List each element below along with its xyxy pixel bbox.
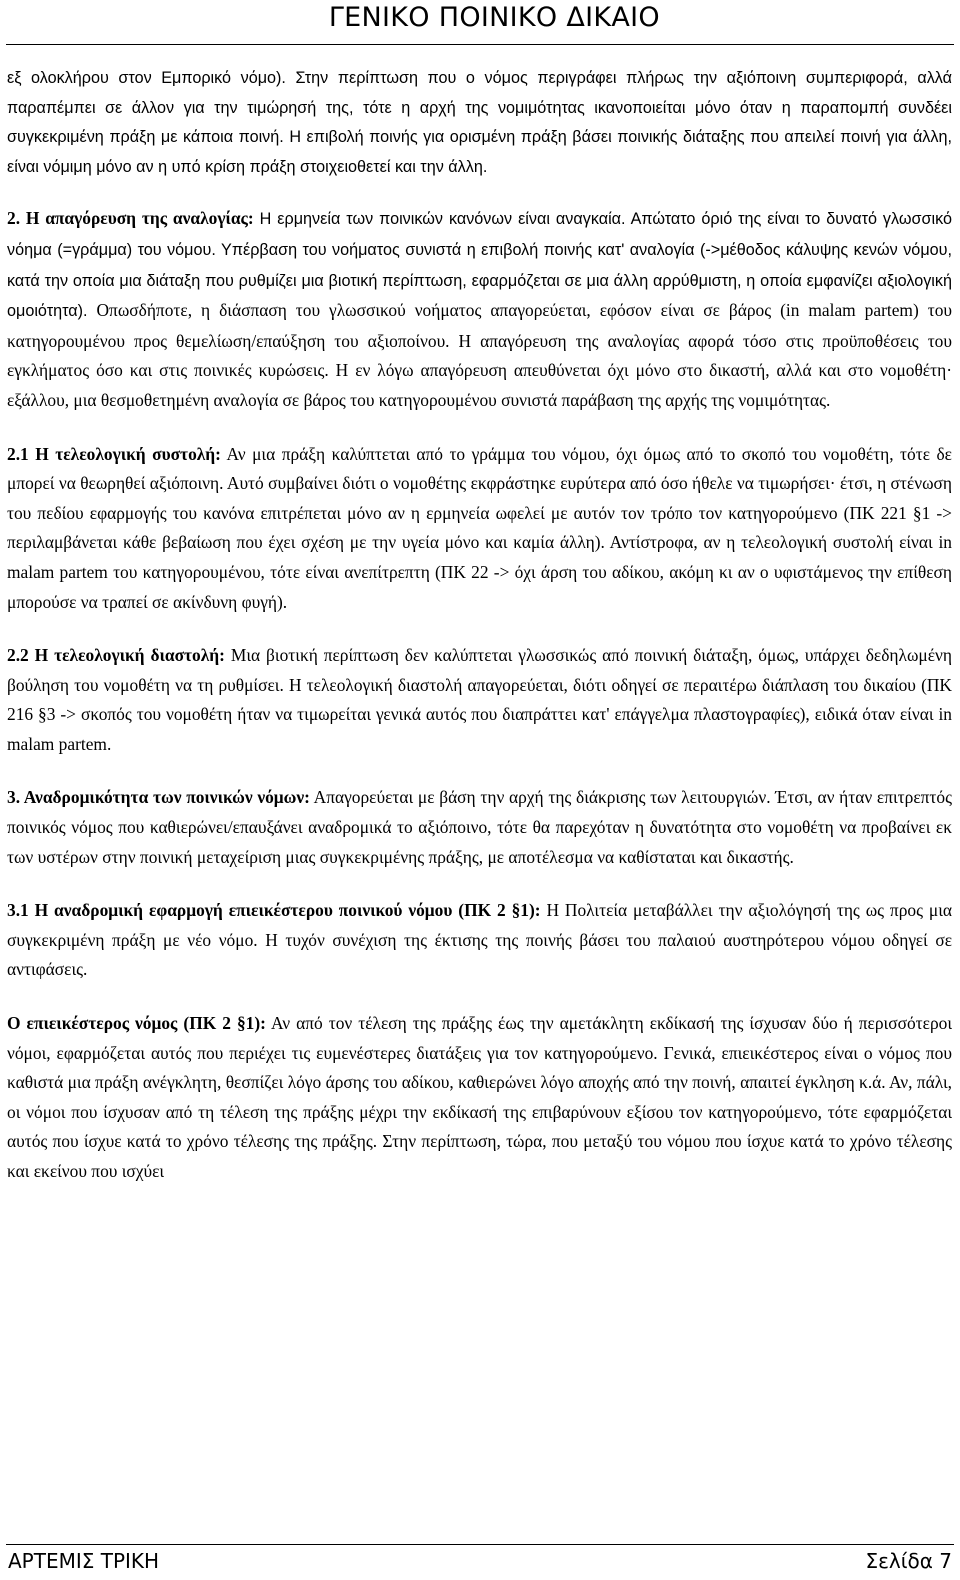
section-heading: 3.1 Η αναδρομική εφαρμογή επιεικέστερου ποινικού νόμου (ΠΚ 2 §1): bbox=[7, 900, 541, 921]
section-retroactive-lenient-law bbox=[7, 896, 952, 985]
section-heading: 2.2 Η τελεολογική διαστολή: bbox=[7, 645, 225, 666]
paragraph-continuation: εξ ολοκλήρου στον Εμπορικό νόμο). Στην περίπτωση που ο νόμος περιγράφει πλήρως την αξιόποινη συμπεριφορά, αλλά παραπέμπει σε άλλον για την τιμώρησή της, τότε η αρχή της νομιμότητας ικανοποιείται μόνο όταν η παραπομπή συνδέει συγκεκριμένη πράξη με κάποια ποινή. Η επιβολή ποινής για ορισμένη πράξη βάσει ποινικής διάταξης που απειλεί ποινή για άλλη, είναι νόμιμη μόνο αν η υπό κρίση πράξη στοιχειοθετεί και την άλλη. bbox=[7, 69, 952, 176]
section-teleological-restriction bbox=[7, 440, 952, 618]
footer-divider bbox=[6, 1544, 954, 1545]
section-text: Αν από τον τέλεση της πράξης έως την αμετάκλητη εκδίκασή της ίσχυσαν δύο ή περισσότεροι νόμοι, εφαρμόζεται αυτός που περιέχει τις ευμενέστερες διατάξεις για τον κατηγορούμενο. Γενικά, επιεικέστερος είναι ο νόμος που καθιστά μια πράξη ανέγκλητη, θεσπίζει λόγο άρσης του αδίκου, καθιερώνει λόγο αποχής από την ποινή, απαιτεί έγκληση κ.ά. Αν, πάλι, οι νόμοι που ίσχυσαν από τη τέλεση της πράξης μέχρι την εκδίκασή της επιβαρύνουν εξίσου τον κατηγορούμενο, τότε εφαρμόζεται αυτός που ίσχυε κατά το χρόνο τέλεσης της πράξης. Στην περίπτωση, τώρα, που μεταξύ του νόμου που ίσχυε κατά το χρόνο τέλεσης και εκείνου που ισχύει bbox=[7, 1013, 953, 1181]
section-text: Μια βιοτική περίπτωση δεν καλύπτεται γλωσσικώς από ποινική διάταξη, όμως, υπάρχει δεδηλωμένη βούληση του νομοθέτη να τη ρυθμίσει. Η τελεολογική διαστολή απαγορεύεται, διότι οδηγεί σε περαιτέρω διάπλαση του δικαίου (ΠΚ 216 §3 -> σκοπός του νομοθέτη ήταν να τιμωρείται γενικά αυτός που διαπράττει κατ' επάγγελμα πλαστογραφίες), ειδικά όταν είναι in malam partem. bbox=[7, 645, 952, 754]
footer-author: ΑΡΤΕΜΙΣ ΤΡΙΚΗ bbox=[8, 1549, 160, 1573]
section-heading: 2.1 Η τελεολογική συστολή: bbox=[7, 443, 221, 464]
page-number: Σελίδα 7 bbox=[865, 1549, 952, 1573]
section-lenient-law bbox=[7, 1009, 952, 1187]
section-text: Η ερμηνεία των ποινικών κανόνων είναι αναγκαία. Απώτατο όριό της είναι το δυνατό γλωσσικό νόημα (=γράμμα) του νόμου. Υπέρβαση του νοήματος συνιστά η επιβολή ποινής κατ' αναλογία (->μέθοδος κάλυψης κενών νόμου, κατά την οποία μια διάταξη που ρυθμίζει μια βιοτική περίπτωση, εφαρμόζεται σε μια άλλη αρρύθμιστη, η οποία εμφανίζει αξιολογική ομοιότητα). bbox=[7, 210, 952, 321]
page-header bbox=[0, 0, 960, 50]
header-title: ΓΕΝΙΚΟ ΠΟΙΝΙΚΟ ΔΙΚΑΙΟ bbox=[328, 2, 660, 33]
section-text: Οπωσδήποτε, η διάσπαση του γλωσσικού νοήματος απαγορεύεται, εφόσον είναι σε βάρος (in malam partem) του κατηγορουμένου προς θεμελίωση/επαύξηση του αξιοποίνου. Η απαγόρευση της αναλογίας αφορά τόσο στις προϋποθέσεις του εγκλήματος όσο και στις ποινικές κυρώσεις. Η εν λόγω απαγόρευση απευθύνεται όχι μόνο στο δικαστή, αλλά και στο νομοθέτη· εξάλλου, μια θεσμοθετημένη αναλογία σε βάρος του κατηγορουμένου συνιστά παράβαση της αρχής της νομιμότητας. bbox=[7, 300, 952, 410]
section-analogy-prohibition bbox=[7, 204, 952, 415]
section-text: Απαγορεύεται με βάση την αρχή της διάκρισης των λειτουργιών. Έτσι, αν ήταν επιτρεπτός ποινικός νόμος που καθιερώνει/επαυξάνει αναδρομικά το αξιόποινο, τότε θα παρεχόταν η δυνατότητα στο νομοθέτη να προβαίνει εκ των υστέρων στην ποινική μεταχείριση μιας συγκεκριμένης πράξης, με αποτέλεσμα να καθίσταται και δικαστής. bbox=[7, 787, 953, 867]
section-text: Αν μια πράξη καλύπτεται από το γράμμα του νόμου, όχι όμως από το σκοπό του νομοθέτη, τότε δε μπορεί να θεωρηθεί αξιόποινη. Αυτό συμβαίνει διότι ο νομοθέτης εκφράστηκε ευρύτερα από όσο ήθελε να τιμωρήσει· έτσι, η στένωση του πεδίου εφαρμογής του κανόνα επιτρέπεται μόνο αν η ερμηνεία ωφελεί με αυτόν τον τρόπο τον κατηγορούμενο (ΠΚ 221 §1 -> περιλαμβάνεται κάθε βεβαίωση που έχει σχέση με την υγεία μόνο και καμία άλλη). Αντίστροφα, αν η τελεολογική συστολή είναι in malam partem του κατηγορουμένου, τότε είναι ανεπίτρεπτη (ΠΚ 22 -> όχι άρση του αδίκου, ακόμη κι αν ο υφιστάμενος την επίθεση μπορούσε να τραπεί σε ακίνδυνη φυγή). bbox=[7, 443, 952, 612]
header-divider bbox=[6, 44, 954, 45]
section-text: Η Πολιτεία μεταβάλλει την αξιολόγησή της ως προς μια συγκεκριμένη πράξη με νέο νόμο. Η τυχόν συνέχιση της έκτισης της ποινής βάσει του παλαιού αυστηρότερου νόμου οδηγεί σε αντιφάσεις. bbox=[7, 900, 952, 980]
document-body bbox=[7, 64, 952, 1211]
section-retroactivity bbox=[7, 783, 952, 872]
section-heading: 3. Αναδρομικότητα των ποινικών νόμων: bbox=[7, 787, 310, 808]
section-teleological-expansion bbox=[7, 641, 952, 759]
section-heading: 2. Η απαγόρευση της αναλογίας: bbox=[7, 208, 254, 229]
section-heading: Ο επιεικέστερος νόμος (ΠΚ 2 §1): bbox=[7, 1013, 266, 1034]
page-footer bbox=[0, 1544, 960, 1580]
